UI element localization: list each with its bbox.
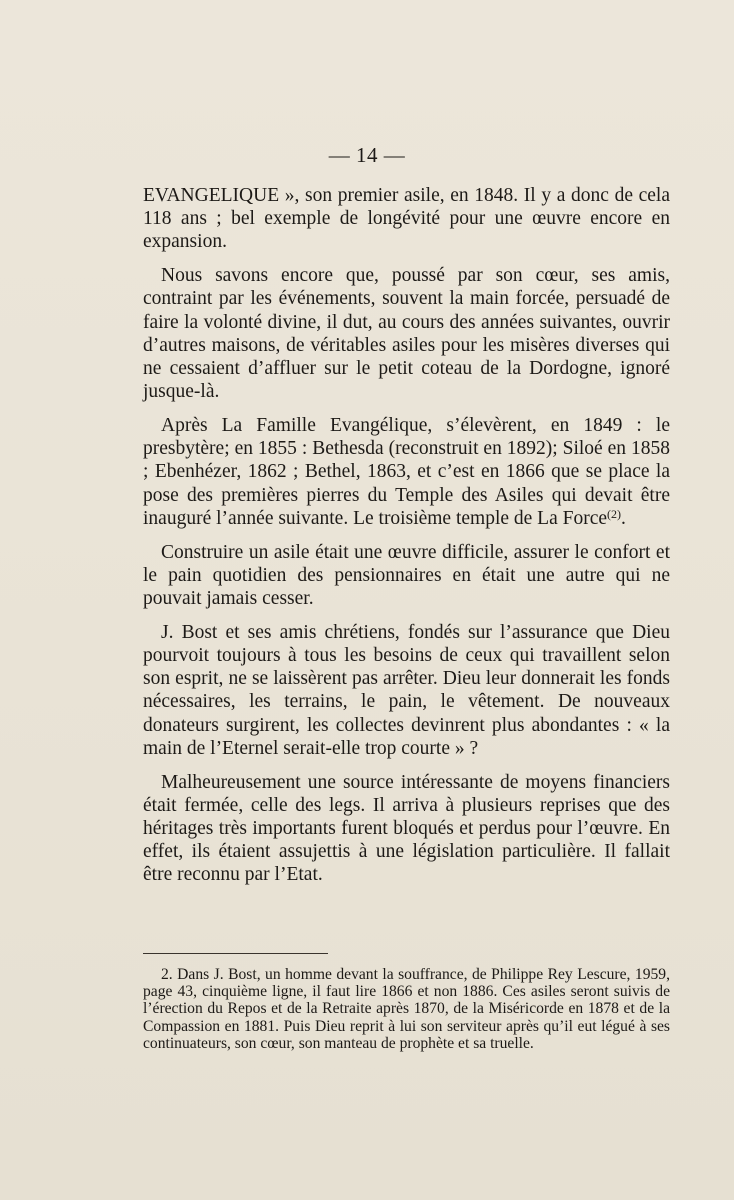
paragraph-3	[143, 414, 670, 530]
paragraph-3-text: Après La Famille Evangélique, s’élevèrent, en 1849 : le presbytère; en 1855 : Bethesda (reconstruit en 1892); Siloé en 1858 ; Ebenhézer, 1862 ; Bethel, 1863, et c’est en 1866 que se place la pose des premières pierres du Temple des Asiles qui devait être inauguré l’année suivante. Le troisième temple de La Force	[143, 415, 670, 529]
paragraph-5: J. Bost et ses amis chrétiens, fondés sur l’assurance que Dieu pourvoit toujours à tous les besoins de ceux qui travaillent selon son esprit, ne se laissèrent pas arrêter. Dieu leur donnerait les fonds nécessaires, les terrains, le pain, le vêtement. De nouveaux donateurs surgirent, les collectes devinrent plus abondantes : « la main de l’Eternel serait-elle trop courte » ?	[143, 621, 670, 759]
footnote-divider	[143, 953, 328, 954]
page-number: — 14 —	[328, 143, 406, 167]
paragraph-1: EVANGELIQUE », son premier asile, en 1848. Il y a donc de cela 118 ans ; bel exemple de longévité pour une œuvre encore en expansion.	[143, 185, 670, 253]
body-text	[143, 184, 670, 897]
paragraph-4: Construire un asile était une œuvre difficile, assurer le confort et le pain quotidien des pensionnaires en était une autre qui ne pouvait jamais cesser.	[143, 541, 670, 610]
paragraph-2: Nous savons encore que, poussé par son cœur, ses amis, contraint par les événements, souvent la main forcée, persuadé de faire la volonté divine, il dut, au cours des années suivantes, ouvrir d’autres maisons, de véritables asiles pour les misères diverses qui ne cessaient d’affluer sur le petit coteau de la Dordogne, ignoré jusque-là.	[143, 265, 670, 403]
footnote-reference: (2)	[607, 506, 622, 521]
paragraph-3-end: .	[621, 507, 626, 529]
paragraph-6: Malheureusement une source intéressante de moyens financiers était fermée, celle des legs. Il arriva à plusieurs reprises que des héritages très importants furent bloqués et perdus pour l’œuvre. En effet, ils étaient assujettis à une législation particulière. Il fallait être reconnu par l’Etat.	[143, 771, 670, 886]
footnote: 2. Dans J. Bost, un homme devant la souffrance, de Philippe Rey Lescure, 1959, page 43, cinquième ligne, il faut lire 1866 et non 1886. Ces asiles seront suivis de l’érection du Repos et de la Retraite après 1870, de la Miséricorde en 1878 et de la Compassion en 1881. Puis Dieu reprit à lui son serviteur après qu’il eut légué à ses continuateurs, son cœur, son manteau de prophète et sa truelle.	[143, 966, 670, 1052]
